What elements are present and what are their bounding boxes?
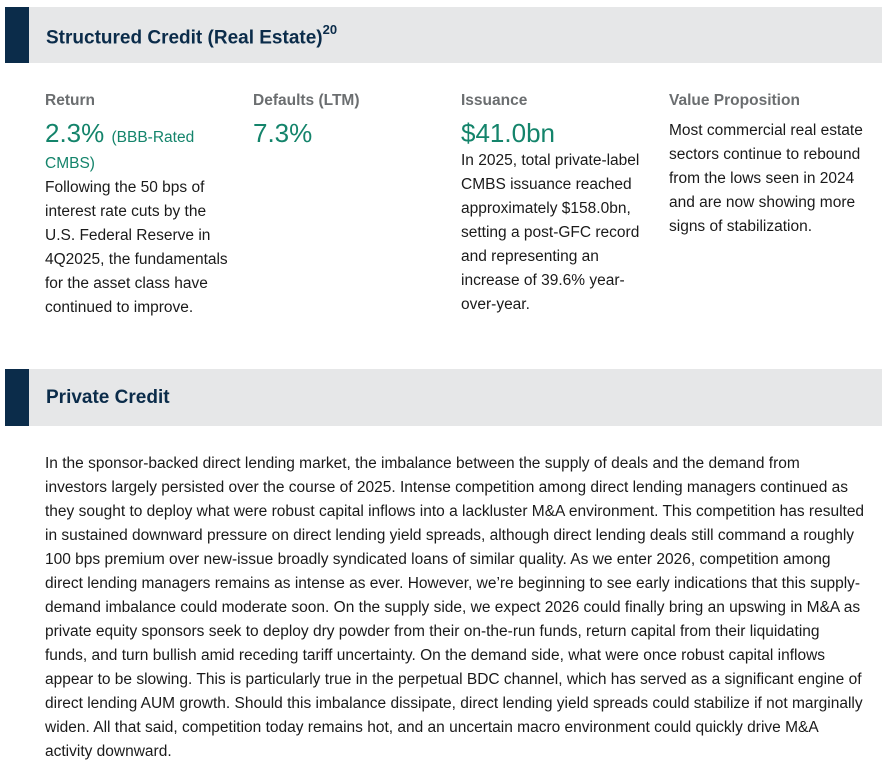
section-title: Private Credit [46,387,170,408]
private-credit-header [5,369,882,426]
issuance-column [461,90,651,317]
return-column [45,90,240,320]
return-label: Return [45,92,95,109]
return-value [45,118,240,153]
issuance-label: Issuance [461,92,528,109]
header-accent-bar [5,369,29,426]
structured-credit-header [5,7,882,63]
value-proposition-column [669,90,869,239]
return-qualifier: (BBB-Rated [111,129,195,146]
private-credit-paragraph: In the sponsor-backed direct lending market, the imbalance between the supply of deals and the demand from investors largely persisted over the course of 2025. Intense competition among direct lending managers continued as they sought to deploy what were robust capital inflows into a lackluster M&A environment. This competition has resulted in sustained downward pressure on direct lending yield spreads, although direct lending deals still command a roughly 100 bps premium over new-issue broadly syndicated loans of similar quality. As we enter 2026, competition among direct lending managers remains as intense as ever. However, we’re beginning to see early indications that this supply-demand imbalance could moderate soon. On the supply side, we expect 2026 could finally bring an upswing in M&A as private equity sponsors seek to deploy dry powder from their on-the-run funds, return capital from their liquidating funds, and turn bullish amid receding tariff uncertainty. On the demand side, what were once robust capital inflows appear to be slowing. This is particularly true in the perpetual BDC channel, which has served as a significant engine of direct lending AUM growth. Should this imbalance dissipate, direct lending yield spreads could stabilize if not marginally widen. All that said, competition today remains hot, and an uncertain macro environment could quickly drive M&A activity downward. [45,455,865,760]
issuance-value: $41.0bn [461,118,555,148]
section-title [46,24,337,49]
value-proposition-text: Most commercial real estate sectors continue to rebound from the lows seen in 2024 and are now showing more signs of stabilization. [669,122,863,235]
section-title-text: Structured Credit (Real Estate) [46,27,323,49]
return-value-number: 2.3% [45,118,105,148]
defaults-value: 7.3% [253,118,313,148]
return-text: Following the 50 bps of interest rate cuts by the U.S. Federal Reserve in 4Q2025, the fundamentals for the asset class have continued to improve. [45,179,228,316]
defaults-label: Defaults (LTM) [253,92,360,109]
defaults-column [253,90,443,148]
footnote-marker: 20 [322,22,338,37]
value-proposition-label: Value Proposition [669,92,800,109]
issuance-text: In 2025, total private-label CMBS issuance reached approximately $158.0bn, setting a post-GFC record and representing an increase of 39.6% year-over-year. [461,152,640,313]
header-accent-bar [5,7,29,63]
return-qualifier-cont: CMBS) [45,155,95,172]
